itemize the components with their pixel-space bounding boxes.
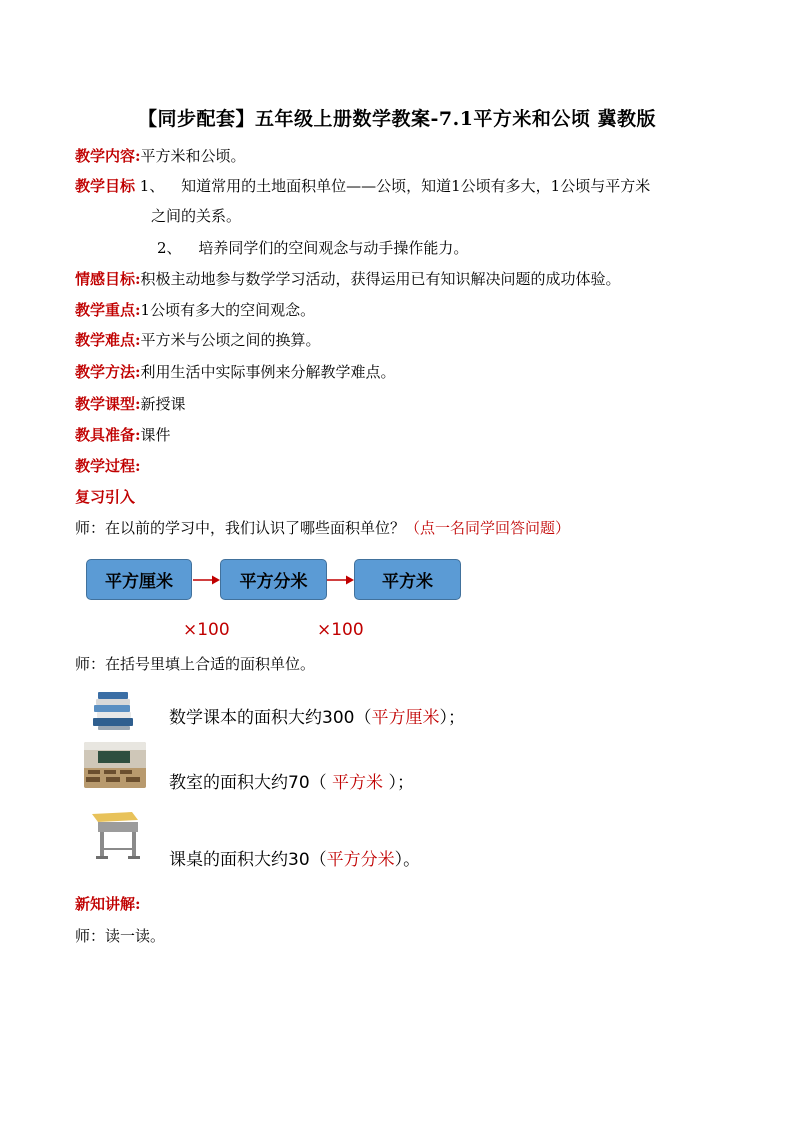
lesson-type [75, 394, 186, 414]
teacher-question-2: 师：在括号里填上合适的面积单位。 [75, 655, 316, 673]
unit-box-square-decimeter: 平方分米 [220, 559, 327, 600]
teaching-tools-text: 课件 [140, 426, 171, 444]
arrow-icon [192, 573, 222, 587]
exercise-2-prefix: 教室的面积大约70（ [169, 773, 333, 793]
key-point [75, 300, 315, 320]
goal-2-text: 培养同学们的空间观念与动手操作能力。 [198, 239, 469, 257]
teaching-method-text: 利用生活中实际事例来分解教学难点。 [140, 363, 396, 381]
teaching-goal-2 [157, 238, 468, 258]
teaching-method-label: 教学方法: [75, 363, 141, 381]
lesson-type-text: 新授课 [140, 395, 186, 413]
classroom-icon [84, 742, 146, 788]
teacher-question-1-note: （点一名同学回答问题） [405, 519, 571, 537]
exercise-1-suffix: ）； [439, 708, 465, 728]
difficulty [75, 330, 321, 350]
page-title: 【同步配套】五年级上册数学教案-7.1平方米和公顷 冀教版 [137, 108, 657, 130]
goal-1-number: 1、 [139, 177, 165, 195]
exercise-1-prefix: 数学课本的面积大约300（ [169, 708, 372, 728]
teaching-content-label: 教学内容: [75, 147, 141, 165]
unit-box-square-centimeter: 平方厘米 [86, 559, 192, 600]
desk-icon [88, 808, 140, 864]
multiplier-label: ×100 [183, 620, 230, 640]
arrow-icon [326, 573, 356, 587]
exercise-1 [169, 703, 465, 728]
exercise-3-answer: 平方分米 [326, 850, 395, 870]
exercise-1-answer: 平方厘米 [371, 708, 440, 728]
teaching-content-text: 平方米和公顷。 [140, 147, 246, 165]
exercise-2 [169, 768, 414, 793]
lesson-type-label: 教学课型: [75, 395, 141, 413]
goal-1-text: 知道常用的土地面积单位——公顷，知道1公顷有多大，1公顷与平方米 [181, 177, 651, 195]
exercise-3-suffix: ）。 [394, 850, 421, 870]
key-point-text: 1公顷有多大的空间观念。 [140, 301, 316, 319]
goal-1-continuation: 之间的关系。 [151, 207, 242, 225]
teaching-content [75, 146, 246, 166]
exercise-3-prefix: 课桌的面积大约30（ [169, 850, 327, 870]
exercise-3 [169, 845, 420, 870]
teacher-question-1-text: 师：在以前的学习中，我们认识了哪些面积单位？ [75, 519, 406, 537]
key-point-label: 教学重点: [75, 301, 141, 319]
teaching-goals-label: 教学目标 [75, 177, 136, 195]
emotion-goal-label: 情感目标: [75, 270, 141, 288]
unit-box-square-meter: 平方米 [354, 559, 461, 600]
teaching-tools [75, 425, 171, 445]
emotion-goal-text: 积极主动地参与数学学习活动，获得运用已有知识解决问题的成功体验。 [140, 270, 621, 288]
multiplier-label: ×100 [317, 620, 364, 640]
teacher-read: 师：读一读。 [75, 927, 166, 945]
difficulty-label: 教学难点: [75, 331, 141, 349]
teacher-question-1 [75, 518, 570, 538]
exercise-2-answer: 平方米 [332, 773, 384, 793]
teaching-goal-1 [75, 176, 650, 196]
teaching-process-label: 教学过程: [75, 457, 141, 475]
review-intro-label: 复习引入 [75, 488, 136, 506]
books-icon [92, 688, 136, 732]
emotion-goal [75, 269, 621, 289]
difficulty-text: 平方米与公顷之间的换算。 [140, 331, 321, 349]
new-knowledge-label: 新知讲解: [75, 895, 141, 913]
exercise-2-suffix: ）； [383, 773, 414, 793]
teaching-tools-label: 教具准备: [75, 426, 141, 444]
goal-2-number: 2、 [157, 239, 182, 257]
teaching-method [75, 362, 396, 382]
